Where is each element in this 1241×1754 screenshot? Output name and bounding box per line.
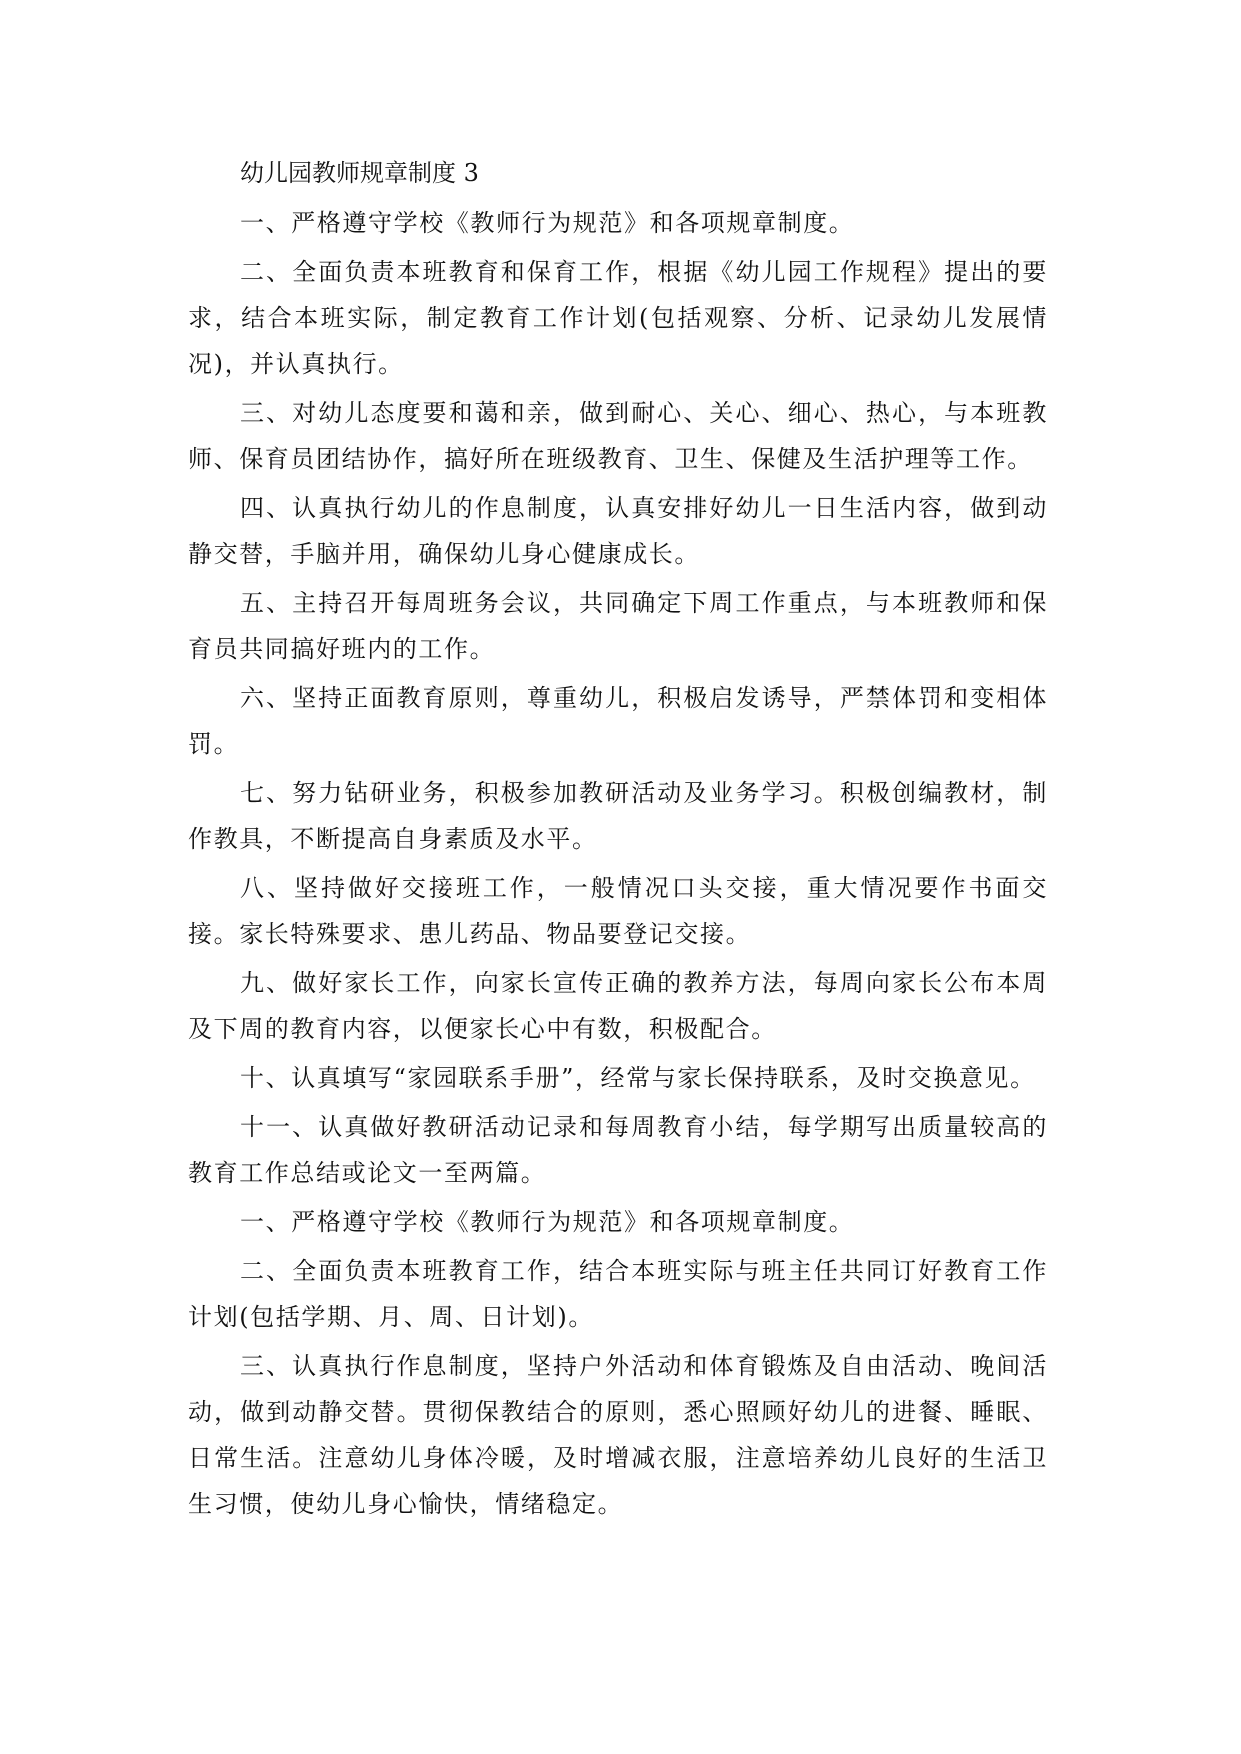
paragraph-3: 三、对幼儿态度要和蔼和亲，做到耐心、关心、细心、热心，与本班教师、保育员团结协作，搞好所在班级教育、卫生、保健及生活护理等工作。 xyxy=(188,399,1048,473)
paragraph-2: 二、全面负责本班教育和保育工作，根据《幼儿园工作规程》提出的要求，结合本班实际，制定教育工作计划(包括观察、分析、记录幼儿发展情况)，并认真执行。 xyxy=(188,258,1048,378)
paragraph-5: 五、主持召开每周班务会议，共同确定下周工作重点，与本班教师和保育员共同搞好班内的工作。 xyxy=(188,589,1048,663)
paragraph-10: 十、认真填写“家园联系手册”，经常与家长保持联系，及时交换意见。 xyxy=(240,1064,1036,1092)
document-title: 幼儿园教师规章制度 3 xyxy=(240,159,479,187)
paragraph-11: 十一、认真做好教研活动记录和每周教育小结，每学期写出质量较高的教育工作总结或论文一至两篇。 xyxy=(188,1113,1048,1187)
paragraph-9: 九、做好家长工作，向家长宣传正确的教养方法，每周向家长公布本周及下周的教育内容，以便家长心中有数，积极配合。 xyxy=(188,969,1048,1043)
paragraph-7: 七、努力钻研业务，积极参加教研活动及业务学习。积极创编教材，制作教具，不断提高自身素质及水平。 xyxy=(188,779,1048,853)
paragraph-8: 八、坚持做好交接班工作，一般情况口头交接，重大情况要作书面交接。家长特殊要求、患儿药品、物品要登记交接。 xyxy=(188,874,1048,948)
paragraph-6: 六、坚持正面教育原则，尊重幼儿，积极启发诱导，严禁体罚和变相体罚。 xyxy=(188,684,1048,758)
paragraph-12: 一、严格遵守学校《教师行为规范》和各项规章制度。 xyxy=(240,1208,855,1236)
paragraph-4: 四、认真执行幼儿的作息制度，认真安排好幼儿一日生活内容，做到动静交替，手脑并用，确保幼儿身心健康成长。 xyxy=(188,494,1048,568)
paragraph-1: 一、严格遵守学校《教师行为规范》和各项规章制度。 xyxy=(240,209,855,237)
document-body xyxy=(188,150,1048,1530)
paragraph-13: 二、全面负责本班教育工作，结合本班实际与班主任共同订好教育工作计划(包括学期、月、周、日计划)。 xyxy=(188,1257,1048,1331)
paragraph-14: 三、认真执行作息制度，坚持户外活动和体育锻炼及自由活动、晚间活动，做到动静交替。贯彻保教结合的原则，悉心照顾好幼儿的进餐、睡眠、日常生活。注意幼儿身体冷暖，及时增减衣服，注意培养幼儿良好的生活卫生习惯，使幼儿身心愉快，情绪稳定。 xyxy=(188,1352,1048,1518)
